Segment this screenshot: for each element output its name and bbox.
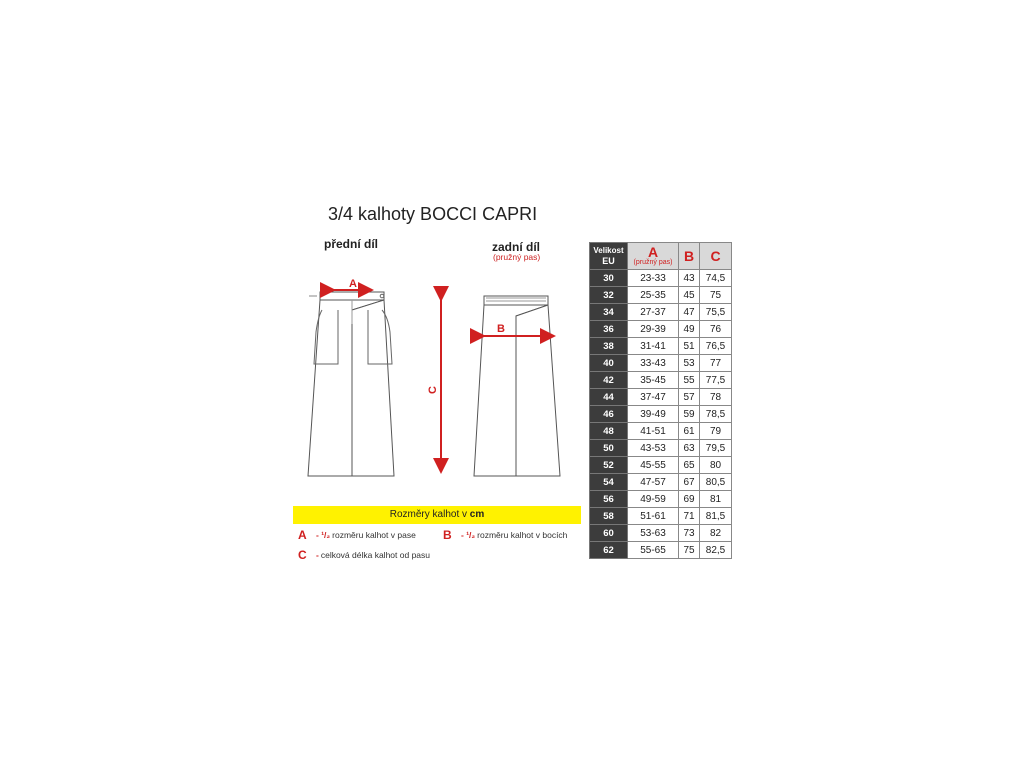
b-cell: 57 — [679, 389, 700, 406]
c-cell: 79 — [700, 423, 732, 440]
table-row — [590, 423, 732, 440]
c-cell: 74,5 — [700, 270, 732, 287]
size-cell: 56 — [590, 491, 628, 508]
header-b-label: B — [683, 248, 695, 264]
header-size-label: Velikost — [593, 245, 624, 255]
b-cell: 75 — [679, 542, 700, 559]
header-a — [628, 243, 679, 270]
size-cell: 62 — [590, 542, 628, 559]
size-cell: 52 — [590, 457, 628, 474]
table-row — [590, 389, 732, 406]
a-cell: 47-57 — [628, 474, 679, 491]
b-cell: 65 — [679, 457, 700, 474]
c-cell: 80 — [700, 457, 732, 474]
b-cell: 71 — [679, 508, 700, 525]
c-cell: 79,5 — [700, 440, 732, 457]
size-cell: 38 — [590, 338, 628, 355]
header-size-eu: EU — [602, 255, 615, 266]
back-view-sublabel: (pružný pas) — [493, 252, 541, 262]
c-cell: 82 — [700, 525, 732, 542]
b-cell: 47 — [679, 304, 700, 321]
a-cell: 53-63 — [628, 525, 679, 542]
units-note — [293, 506, 581, 524]
a-cell: 31-41 — [628, 338, 679, 355]
c-cell: 78 — [700, 389, 732, 406]
front-pants-drawing — [308, 292, 394, 476]
a-cell: 41-51 — [628, 423, 679, 440]
header-a-sublabel: (pružný pas) — [633, 259, 673, 266]
legend-c-fraction: - — [316, 550, 319, 560]
size-cell: 48 — [590, 423, 628, 440]
table-row — [590, 372, 732, 389]
c-cell: 80,5 — [700, 474, 732, 491]
size-cell: 42 — [590, 372, 628, 389]
size-cell: 32 — [590, 287, 628, 304]
a-cell: 37-47 — [628, 389, 679, 406]
header-c — [700, 243, 732, 270]
b-cell: 45 — [679, 287, 700, 304]
a-cell: 35-45 — [628, 372, 679, 389]
b-cell: 67 — [679, 474, 700, 491]
a-cell: 25-35 — [628, 287, 679, 304]
c-cell: 76,5 — [700, 338, 732, 355]
legend-b — [443, 528, 567, 542]
table-row — [590, 406, 732, 423]
back-pants-drawing — [474, 296, 560, 476]
a-cell: 29-39 — [628, 321, 679, 338]
front-view-label: přední díl — [324, 237, 378, 251]
page-title: 3/4 kalhoty BOCCI CAPRI — [328, 204, 538, 224]
b-cell: 73 — [679, 525, 700, 542]
size-cell: 36 — [590, 321, 628, 338]
legend-a-fraction: - ¹/₂ — [316, 530, 331, 540]
table-row — [590, 508, 732, 525]
legend-c — [298, 548, 430, 562]
c-cell: 75,5 — [700, 304, 732, 321]
size-cell: 40 — [590, 355, 628, 372]
b-cell: 51 — [679, 338, 700, 355]
c-cell: 82,5 — [700, 542, 732, 559]
header-size — [590, 243, 628, 270]
size-cell: 34 — [590, 304, 628, 321]
size-cell: 58 — [590, 508, 628, 525]
table-row — [590, 355, 732, 372]
a-cell: 43-53 — [628, 440, 679, 457]
c-cell: 78,5 — [700, 406, 732, 423]
measure-c-mark: C — [427, 386, 439, 394]
table-row — [590, 287, 732, 304]
c-cell: 77 — [700, 355, 732, 372]
b-cell: 55 — [679, 372, 700, 389]
back-view-label: zadní díl — [492, 240, 540, 254]
b-cell: 49 — [679, 321, 700, 338]
legend-a-text: rozměru kalhot v pase — [332, 530, 416, 540]
legend-b-text: rozměru kalhot v bocích — [477, 530, 568, 540]
a-cell: 33-43 — [628, 355, 679, 372]
a-cell: 45-55 — [628, 457, 679, 474]
size-cell: 60 — [590, 525, 628, 542]
b-cell: 63 — [679, 440, 700, 457]
measure-a-mark: A — [349, 278, 357, 290]
size-cell: 30 — [590, 270, 628, 287]
header-b — [679, 243, 700, 270]
legend-c-key: C — [298, 548, 307, 562]
legend-a — [298, 528, 416, 542]
c-cell: 81 — [700, 491, 732, 508]
b-cell: 43 — [679, 270, 700, 287]
size-cell: 54 — [590, 474, 628, 491]
a-cell: 39-49 — [628, 406, 679, 423]
b-cell: 53 — [679, 355, 700, 372]
c-cell: 76 — [700, 321, 732, 338]
a-cell: 49-59 — [628, 491, 679, 508]
pants-diagram — [296, 262, 576, 488]
b-cell: 69 — [679, 491, 700, 508]
b-cell: 59 — [679, 406, 700, 423]
table-row — [590, 457, 732, 474]
table-row — [590, 542, 732, 559]
measure-b-mark: B — [497, 323, 505, 335]
a-cell: 23-33 — [628, 270, 679, 287]
b-cell: 61 — [679, 423, 700, 440]
table-row — [590, 321, 732, 338]
legend-b-key: B — [443, 528, 452, 542]
size-table-header-row — [590, 243, 732, 270]
legend-a-key: A — [298, 528, 307, 542]
table-row — [590, 338, 732, 355]
c-cell: 81,5 — [700, 508, 732, 525]
header-c-label: C — [710, 248, 721, 264]
table-row — [590, 270, 732, 287]
table-row — [590, 304, 732, 321]
table-row — [590, 491, 732, 508]
a-cell: 55-65 — [628, 542, 679, 559]
legend-b-fraction: - ¹/₂ — [461, 530, 476, 540]
table-row — [590, 525, 732, 542]
a-cell: 27-37 — [628, 304, 679, 321]
size-cell: 50 — [590, 440, 628, 457]
units-note-unit: cm — [469, 509, 485, 520]
legend-c-text: celková délka kalhot od pasu — [320, 550, 430, 560]
size-table — [589, 242, 732, 559]
table-row — [590, 440, 732, 457]
size-cell: 46 — [590, 406, 628, 423]
units-note-text: Rozměry kalhot v — [389, 509, 467, 520]
c-cell: 75 — [700, 287, 732, 304]
header-a-label: A — [647, 244, 659, 260]
table-row — [590, 474, 732, 491]
size-cell: 44 — [590, 389, 628, 406]
a-cell: 51-61 — [628, 508, 679, 525]
c-cell: 77,5 — [700, 372, 732, 389]
